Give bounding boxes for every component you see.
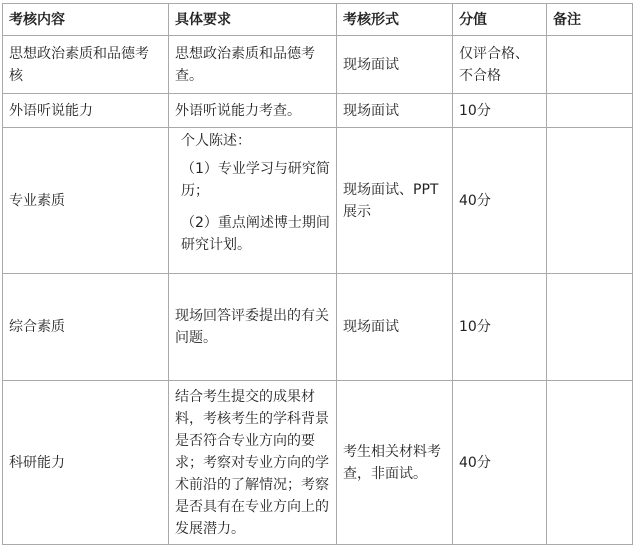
table-row	[3, 94, 633, 128]
table-header-row	[3, 4, 633, 36]
cell-requirement: 结合考生提交的成果材料，考核考生的学科背景是否符合专业方向的要求；考察对专业方向的学术前沿的了解情况；考察是否具有在专业方向上的发展潜力。	[169, 381, 337, 545]
cell-score: 10分	[453, 94, 547, 128]
table-row	[3, 36, 633, 94]
header-form: 考核形式	[337, 4, 453, 36]
cell-notes	[547, 128, 633, 274]
requirement-title: 个人陈述：	[181, 133, 251, 149]
cell-form: 考生相关材料考查，非面试。	[337, 381, 453, 545]
cell-content: 综合素质	[3, 274, 169, 381]
cell-form: 现场面试、PPT展示	[337, 128, 453, 274]
cell-score: 仅评合格、不合格	[453, 36, 547, 94]
cell-form: 现场面试	[337, 274, 453, 381]
cell-requirement: 思想政治素质和品德考查。	[169, 36, 337, 94]
cell-notes	[547, 381, 633, 545]
cell-content: 外语听说能力	[3, 94, 169, 128]
cell-content: 科研能力	[3, 381, 169, 545]
cell-score: 40分	[453, 381, 547, 545]
cell-score: 10分	[453, 274, 547, 381]
cell-requirement: 外语听说能力考查。	[169, 94, 337, 128]
header-content: 考核内容	[3, 4, 169, 36]
table-row	[3, 274, 633, 381]
header-notes: 备注	[547, 4, 633, 36]
table-row	[3, 381, 633, 545]
assessment-table	[2, 3, 633, 545]
cell-requirement	[169, 128, 337, 274]
cell-content: 思想政治素质和品德考核	[3, 36, 169, 94]
cell-notes	[547, 94, 633, 128]
cell-score: 40分	[453, 128, 547, 274]
cell-notes	[547, 274, 633, 381]
cell-requirement: 现场回答评委提出的有关问题。	[169, 274, 337, 381]
cell-notes	[547, 36, 633, 94]
requirement-item: （1）专业学习与研究简历；	[181, 161, 330, 199]
cell-content: 专业素质	[3, 128, 169, 274]
header-requirement: 具体要求	[169, 4, 337, 36]
cell-form: 现场面试	[337, 94, 453, 128]
table-row	[3, 128, 633, 274]
header-score: 分值	[453, 4, 547, 36]
requirement-item: （2）重点阐述博士期间研究计划。	[181, 215, 330, 253]
cell-form: 现场面试	[337, 36, 453, 94]
